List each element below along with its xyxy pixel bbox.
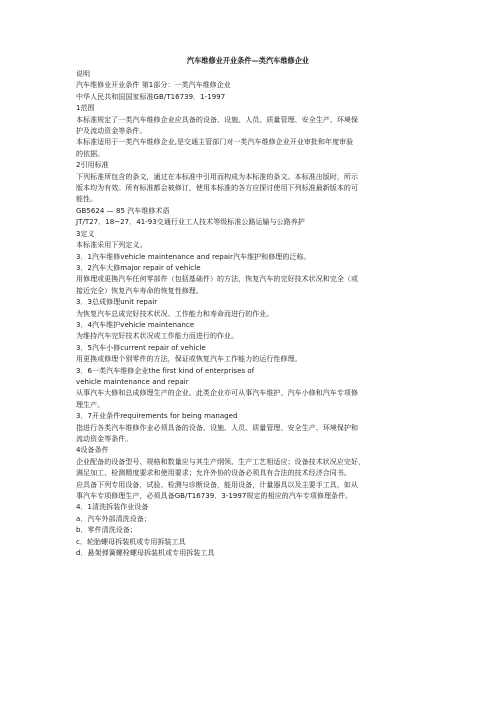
text-line: 3．4汽车维护vehicle maintenance (76, 320, 195, 329)
document-body (76, 69, 420, 559)
text-line: 3．1汽车维修vehicle maintenance and repair汽车维护和修理的泛称。 (76, 252, 311, 261)
text-line: 3．7开业条件requirements for being managed (76, 412, 238, 421)
text-line: 的依据。 (76, 149, 105, 158)
text-line: 4．1清洗拆装作业设备 (76, 503, 149, 512)
text-line: GB5624 — 85 汽车维修术语 (76, 206, 170, 215)
text-line: 3．2汽车大修major repair of vehicle (76, 263, 201, 272)
text-line: 流动资金等条件。 (76, 435, 133, 443)
text-line: 能性。 (76, 195, 98, 204)
text-line: 从事汽车大修和总成修理生产的企业。此类企业亦可从事汽车维护、汽车小修和汽车专项修 (76, 389, 358, 398)
text-line: 满足加工、检测精度要求和使用要求；允许外协的设备必须具有合法的技术经济合同书。 (76, 469, 351, 478)
text-line: 护及流动资金等条件。 (76, 127, 147, 136)
text-line: 3．6一类汽车维修企业the first kind of enterprises of (76, 366, 255, 375)
text-line: 3．3总成修理unit repair (76, 298, 158, 307)
text-line: JT/T27．18~27．41-93交通行业工人技术等级标准公路运输与公路养护 (76, 218, 305, 227)
text-line: 汽车维修业开业条件 第1部分：一类汽车维修企业 (76, 81, 231, 90)
text-line: 4设备条件 (76, 446, 109, 455)
text-line: 说明 (76, 70, 91, 78)
text-line: 中华人民共和国国家标准GB/T16739．1-1997 (76, 92, 226, 101)
text-line: 理生产。 (76, 400, 105, 409)
text-line: 下列标准所包含的条文，通过在本标准中引用而构成为本标准的条文。本标准出版时，所示 (76, 172, 358, 181)
text-line: 本标准适用于一类汽车维修企业,是交通主管部门对一类汽车维修企业开业审批和年度审验 (76, 138, 354, 147)
document-title: 汽车维修业开业条件—类汽车维修企业 (186, 56, 310, 65)
text-line: 为维持汽车完好技术状况或工作能力而进行的作业。 (76, 332, 239, 341)
text-line: 为恢复汽车总成完好技术状况、工作能力和寿命而进行的作业。 (76, 309, 274, 318)
text-line: 3定义 (76, 229, 95, 238)
text-line: 本标准采用下列定义。 (76, 241, 147, 250)
text-line: 企业配备的设备型号、规格和数量应与其生产纲领、生产工艺相适应；设备技术状况应完好， (76, 457, 366, 466)
text-line: 1范围 (76, 104, 95, 113)
text-line: 接近完全）恢复汽车寿命的恢复性修理。 (76, 286, 203, 295)
text-line: vehicle maintenance and repair (76, 377, 189, 386)
text-line: 版本均为有效。所有标准都会被修订，使用本标准的各方应探讨使用下列标准最新版本的可 (76, 184, 358, 193)
text-line: 用更换或修理个别零件的方法，保证或恢复汽车工作能力的运行性修理。 (76, 355, 302, 364)
text-line: 本标准规定了一类汽车维修企业应具备的设备、设施、人员、质量管理、安全生产、环境保 (76, 115, 358, 124)
text-line: c．轮胎螺母拆装机或专用拆装工具 (76, 537, 186, 546)
text-line: 事汽车专项修理生产，必须具备GB/T16739．3-1997规定的相应的汽车专项修理条件。 (76, 492, 353, 501)
text-line: 应具备下列专用设备，试验、检测与诊断设备，能用设备，计量器具以及主要手工具，如从 (76, 480, 358, 489)
text-line: b．零件清洗设备； (76, 526, 137, 535)
text-line: d．悬架弹簧螺栓螺母拆装机或专用拆装工具 (76, 549, 215, 558)
document-page (76, 55, 420, 559)
text-line: 3．5汽车小修current repair of vehicle (76, 343, 206, 352)
text-line: 指进行各类汽车维修作业必须具备的设备、设施、人员、质量管理、安全生产、环境保护和 (76, 423, 358, 432)
text-line: 用修理或更换汽车任何零部件（包括基础件）的方法，恢复汽车的完好技术状况和完全（或 (76, 275, 358, 284)
text-line: a．汽车外部清洗设备； (76, 514, 151, 523)
text-line: 2引用标准 (76, 161, 109, 170)
